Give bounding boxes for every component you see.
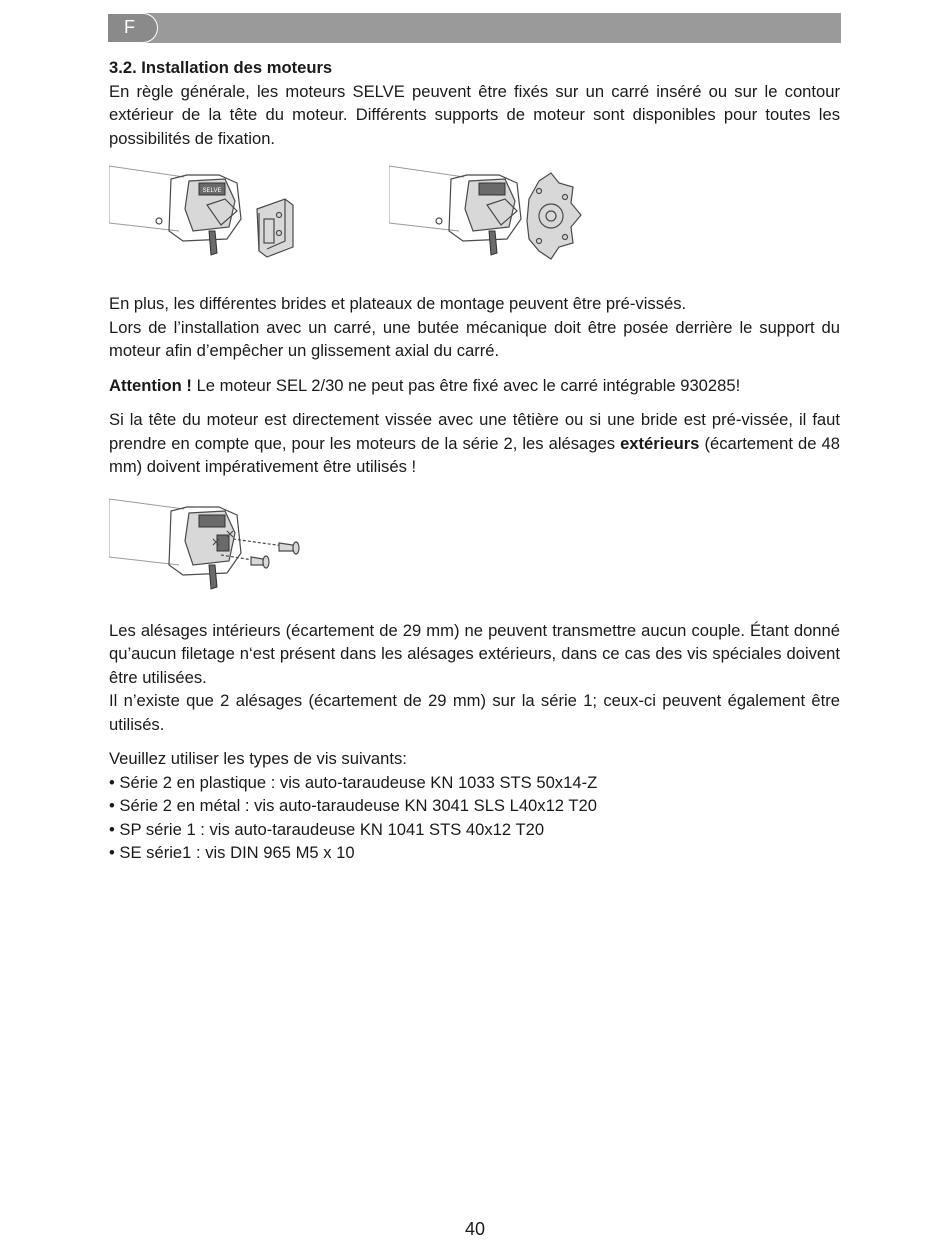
preassembly-paragraph-line2: Lors de l’installation avec un carré, une butée mécanique doit être posée derrière le support du moteur afin d’empêcher un glissement axial du carré.	[109, 317, 840, 360]
list-item: • Série 2 en plastique : vis auto-taraudeuse KN 1033 STS 50x14-Z	[109, 772, 598, 792]
attention-paragraph	[109, 374, 840, 398]
section-title: 3.2. Installation des moteurs	[109, 58, 333, 77]
inner-bores-paragraph: Les alésages intérieurs (écartement de 29 mm) ne peuvent transmettre aucun couple. Étant donné qu’aucun filetage n‘est présent dans les alésages extérieurs, dans ce cas des vis spéciales doivent être utilisées.	[109, 620, 840, 687]
list-item: • SE série1 : vis DIN 965 M5 x 10	[109, 843, 355, 862]
language-tab	[108, 13, 158, 43]
series1-bores-paragraph: Il n’existe que 2 alésages (écartement de 29 mm) sur la série 1; ceux-ci peuvent également être utilisés.	[109, 691, 840, 734]
preassembly-paragraph-line1: En plus, les différentes brides et plateaux de montage peuvent être pré-vissés.	[109, 294, 687, 313]
attention-text: Le moteur SEL 2/30 ne peut pas être fixé avec le carré intégrable 930285!	[191, 375, 741, 395]
bores-text-bold: extérieurs	[620, 433, 700, 453]
motor-brand-label: SELVE	[202, 188, 222, 194]
screws-intro: Veuillez utiliser les types de vis suivants:	[109, 749, 407, 768]
list-item: • SP série 1 : vis auto-taraudeuse KN 1041 STS 40x12 T20	[109, 819, 545, 839]
intro-paragraph: En règle générale, les moteurs SELVE peuvent être fixés sur un carré inséré ou sur le contour extérieur de la tête du moteur. Différents supports de moteur sont disponibles pour toutes les possibilités de fixation.	[109, 81, 840, 148]
motor-with-screws-figure	[109, 495, 309, 595]
bores-text-after: (écartement de 48 mm) doivent impérativement être utilisés !	[109, 433, 840, 476]
bores-paragraph	[109, 408, 840, 479]
motor-with-bracket-figure	[109, 161, 309, 281]
screws-list	[109, 771, 840, 865]
motor-with-star-plate-figure	[389, 161, 589, 281]
figure-row-screw-mounting	[109, 495, 840, 607]
header-bar	[108, 13, 841, 43]
bores-text-before: Si la tête du moteur est directement vissée avec une têtière ou si une bride est pré-vissée, il faut prendre en compte que, pour les moteurs de la série 2, les alésages	[109, 410, 840, 453]
figure-row-mounting-supports	[109, 161, 840, 287]
language-label: F	[124, 17, 135, 37]
attention-label: Attention !	[109, 375, 192, 395]
list-item: • Série 2 en métal : vis auto-taraudeuse KN 3041 SLS L40x12 T20	[109, 796, 597, 815]
page-number: 40	[464, 1219, 486, 1239]
page-content	[109, 56, 840, 865]
